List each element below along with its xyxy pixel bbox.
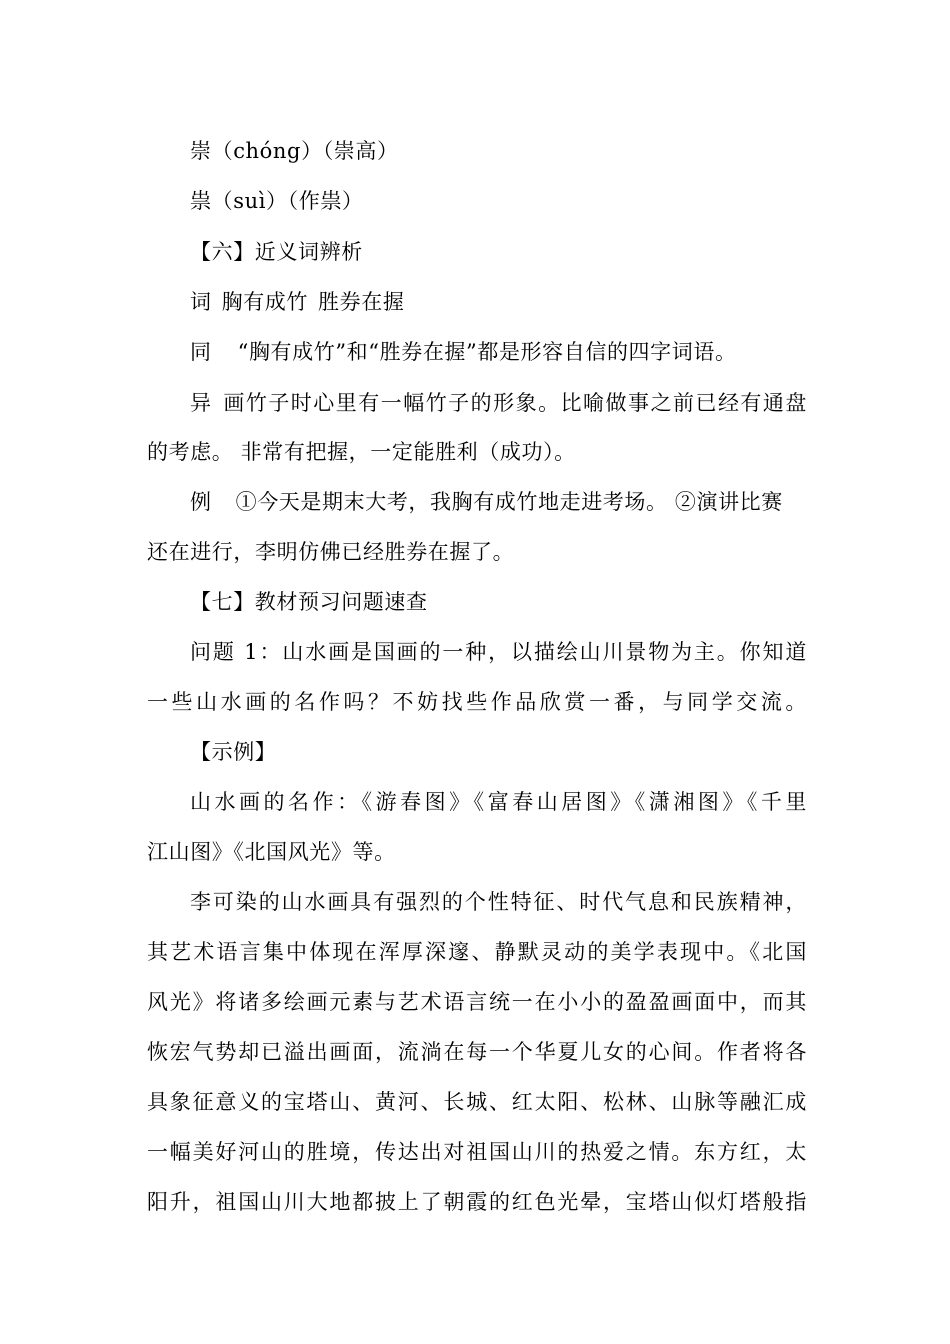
paragraph-line-7: 阳升，祖国山川大地都披上了朝霞的红色光晕，宝塔山似灯塔般指 bbox=[147, 1190, 807, 1214]
word-a: 胸有成竹 bbox=[221, 290, 309, 314]
paragraph-line-4: 恢宏气势却已溢出画面，流淌在每一个华夏儿女的心间。作者将各 bbox=[147, 1040, 807, 1064]
example-text-1: ①今天是期末大考，我胸有成竹地走进考场。 ②演讲比赛 bbox=[235, 490, 783, 514]
section-6-heading: 【六】近义词辨析 bbox=[190, 240, 363, 264]
diff-line-1 bbox=[190, 389, 807, 417]
example-line-2: 还在进行，李明仿佛已经胜券在握了。 bbox=[147, 540, 515, 564]
word-b: 胜券在握 bbox=[318, 290, 405, 314]
paragraph-line-1: 李可染的山水画具有强烈的个性特征、时代气息和民族精神， bbox=[190, 890, 807, 914]
same-text: “胸有成竹”和“胜券在握”都是形容自信的四字词语。 bbox=[237, 340, 737, 364]
diff-label: 异 bbox=[190, 391, 213, 415]
diff-line-2: 的考虑。 非常有把握，一定能胜利（成功）。 bbox=[147, 440, 576, 464]
question-1-line-1: 问题 1：山水画是国画的一种，以描绘山川景物为主。你知道 bbox=[190, 640, 807, 664]
paragraph-line-2: 其艺术语言集中体现在浑厚深邃、静默灵动的美学表现中。《北国 bbox=[147, 940, 807, 964]
paragraph-line-5: 具象征意义的宝塔山、黄河、长城、红太阳、松林、山脉等融汇成 bbox=[147, 1090, 807, 1114]
same-line bbox=[190, 338, 807, 366]
pronunciation-line-chong: 崇（chóng）（崇高） bbox=[190, 139, 399, 163]
question-1-line-2: 一些山水画的名作吗？不妨找些作品欣赏一番，与同学交流。 bbox=[147, 690, 807, 714]
sample-heading: 【示例】 bbox=[190, 740, 277, 764]
diff-text-1: 画竹子时心里有一幅竹子的形象。比喻做事之前已经有通盘 bbox=[222, 391, 807, 415]
paragraph-line-6: 一幅美好河山的胜境，传达出对祖国山川的热爱之情。东方红，太 bbox=[147, 1140, 807, 1164]
words-label: 词 bbox=[190, 290, 212, 314]
masterpieces-line-1: 山水画的名作：《游春图》《富春山居图》《潇湘图》《千里 bbox=[190, 790, 807, 814]
section-7-heading: 【七】教材预习问题速查 bbox=[190, 590, 428, 614]
paragraph-line-3: 风光》将诸多绘画元素与艺术语言统一在小小的盈盈画面中，而其 bbox=[147, 990, 807, 1014]
example-line-1 bbox=[190, 488, 807, 516]
masterpieces-line-2: 江山图》《北国风光》等。 bbox=[147, 840, 396, 864]
example-label: 例 bbox=[190, 490, 212, 514]
same-label: 同 bbox=[190, 340, 212, 364]
pronunciation-line-sui: 祟（suì）（作祟） bbox=[190, 189, 364, 213]
words-line bbox=[190, 288, 807, 316]
